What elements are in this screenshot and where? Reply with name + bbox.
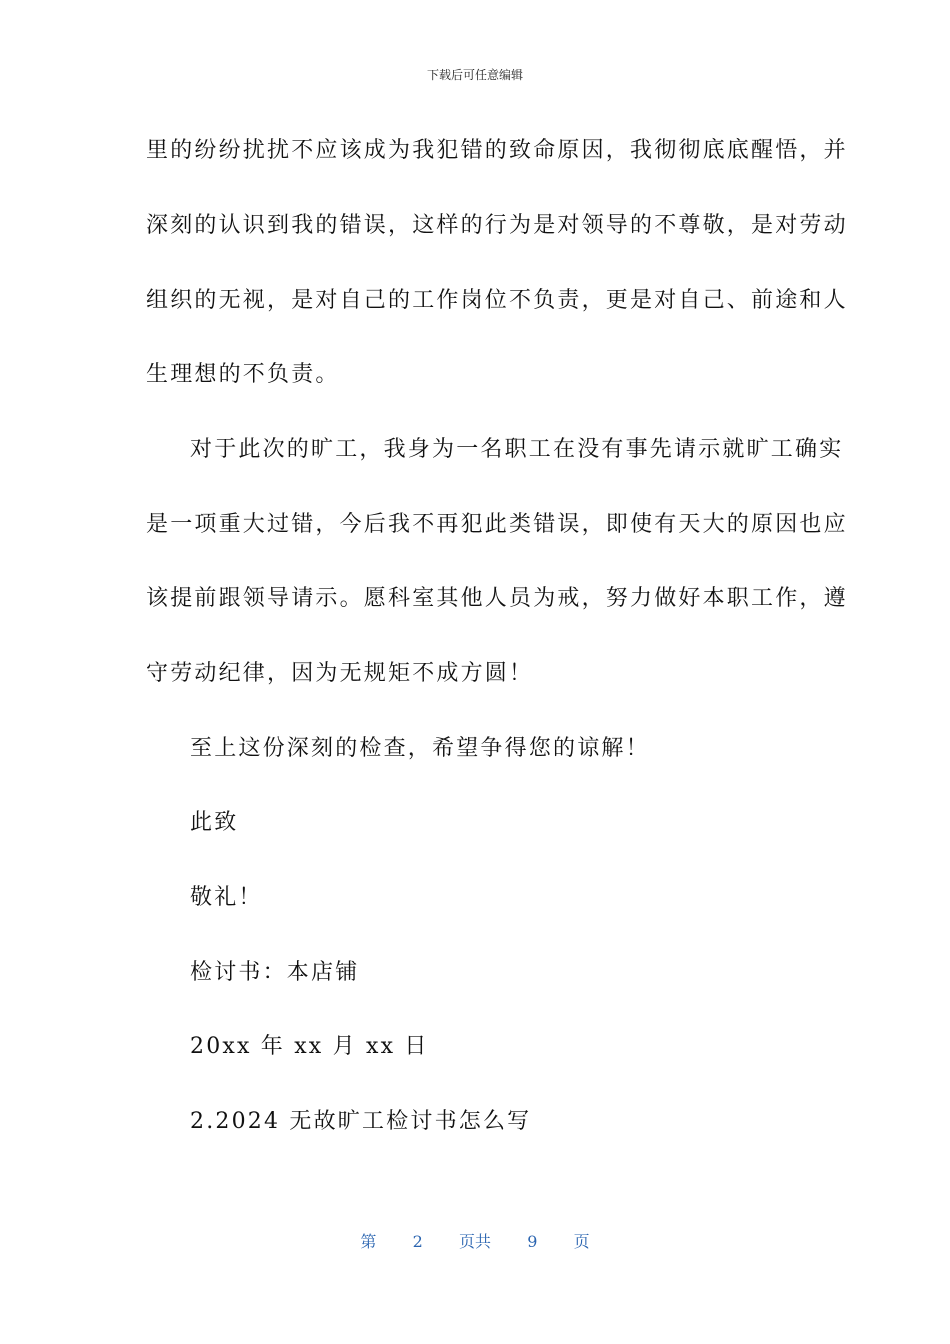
text-line: 生理想的不负责。 xyxy=(146,362,340,387)
text-line: 该提前跟领导请示。愿科室其他人员为戒，努力做好本职工作，遵 xyxy=(146,586,848,611)
signature-line: 检讨书：本店铺 xyxy=(190,960,360,985)
text-line: 深刻的认识到我的错误，这样的行为是对领导的不尊敬，是对劳动 xyxy=(146,213,848,238)
footer-mid: 页共 xyxy=(458,1232,491,1251)
salutation-line-2: 敬礼！ xyxy=(190,885,263,910)
text-line: 守劳动纪律，因为无规矩不成方圆！ xyxy=(146,661,534,686)
closing-statement: 至上这份深刻的检查，希望争得您的谅解！ xyxy=(190,736,650,761)
text-line: 里的纷纷扰扰不应该成为我犯错的致命原因，我彻彻底底醒悟，并 xyxy=(146,138,848,163)
footer-total-pages: 9 xyxy=(527,1232,538,1251)
text-line: 是一项重大过错，今后我不再犯此类错误，即使有天大的原因也应 xyxy=(146,512,848,537)
text-line: 对于此次的旷工，我身为一名职工在没有事先请示就旷工确实 xyxy=(190,437,844,462)
salutation-line: 此致 xyxy=(190,810,239,835)
section-heading: 2.2024 无故旷工检讨书怎么写 xyxy=(190,1109,532,1134)
page-footer xyxy=(0,1229,950,1252)
text-line: 组织的无视，是对自己的工作岗位不负责，更是对自己、前途和人 xyxy=(146,288,848,313)
footer-page-number: 2 xyxy=(412,1232,423,1251)
page-header: 下载后可任意编辑 xyxy=(426,68,523,82)
date-line: 20xx 年 xx 月 xx 日 xyxy=(190,1034,429,1059)
footer-suffix: 页 xyxy=(573,1232,590,1251)
footer-prefix: 第 xyxy=(360,1232,377,1251)
